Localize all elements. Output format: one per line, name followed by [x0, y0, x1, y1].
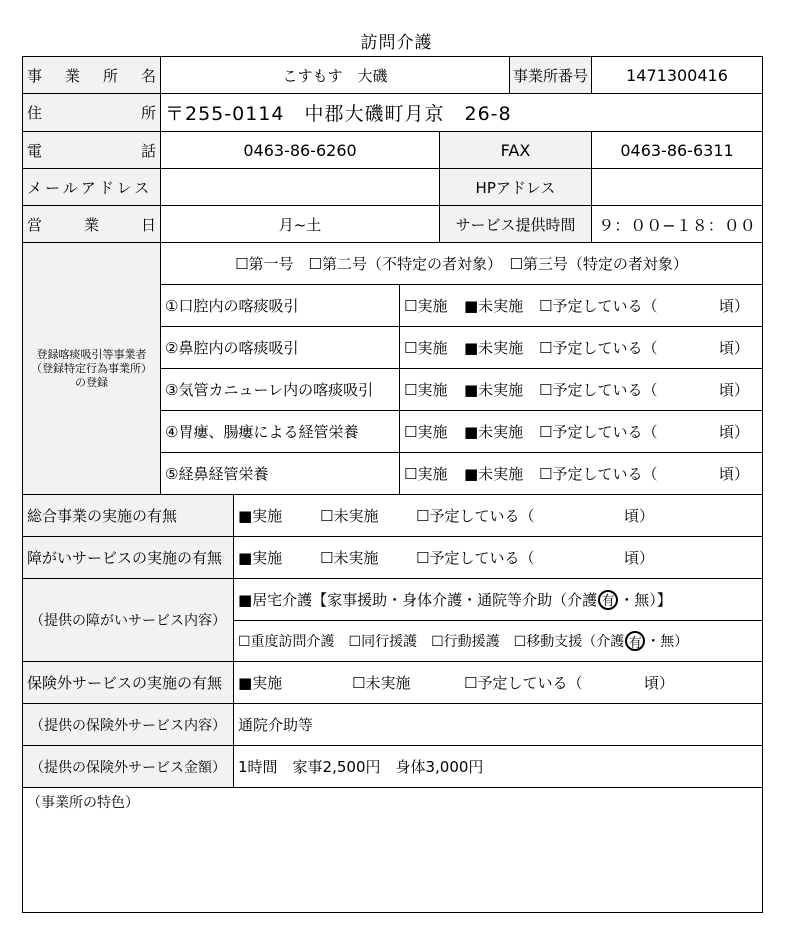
hours-value: ９：００−１８：００ — [592, 206, 762, 243]
circled-choice: 有 — [625, 631, 645, 651]
features-section — [23, 788, 762, 912]
page-title: 訪問介護 — [360, 33, 433, 53]
label-char: 業 — [64, 66, 80, 85]
uninsured-service-label: 保険外サービスの実施の有無 — [23, 662, 234, 704]
general-project-options — [234, 495, 762, 537]
option-done: ■実施 — [238, 507, 283, 525]
disability-content-label: （提供の障がいサービス内容） — [23, 579, 234, 662]
hp-label: HPアドレス — [440, 169, 592, 206]
disability-content-text: ☐重度訪問介護 ☐同行援護 ☐行動援護 ☐移動支援（介護 — [238, 634, 625, 650]
fax-label: FAX — [440, 132, 592, 169]
label-char: 所 — [102, 66, 118, 85]
option-time: 頃） — [719, 423, 750, 441]
suction-item-3-options — [400, 369, 762, 411]
option-done: ☐実施 — [404, 339, 448, 357]
option-not-done: ■未実施 — [464, 297, 524, 315]
option-time: 頃） — [719, 465, 750, 483]
option-planned: ☐予定している（ — [539, 423, 658, 441]
option-planned: ☐予定している（ — [539, 381, 658, 399]
label-char: 業 — [83, 215, 99, 234]
suction-item-4-name: ④胃瘻、腸瘻による経管栄養 — [161, 411, 400, 453]
disability-service-label: 障がいサービスの実施の有無 — [23, 537, 234, 579]
suction-item-2-options — [400, 327, 762, 369]
disability-content-text: ・無） — [646, 634, 689, 650]
office-name-value: こすもす 大磯 — [161, 57, 510, 94]
option-not-done: ☐未実施 — [352, 674, 411, 692]
option-done: ☐実施 — [404, 381, 448, 399]
option-done: ■実施 — [238, 674, 283, 692]
suction-item-5-options — [400, 453, 762, 495]
general-project-label: 総合事業の実施の有無 — [23, 495, 234, 537]
option-not-done: ☐未実施 — [320, 549, 379, 567]
business-days-label — [23, 206, 161, 243]
info-table — [22, 56, 763, 913]
suction-item-2-name: ②鼻腔内の喀痰吸引 — [161, 327, 400, 369]
label-char: 名 — [140, 66, 156, 85]
option-time: 頃） — [719, 339, 750, 357]
suction-categories: ☐第一号 ☐第二号（不特定の者対象） ☐第三号（特定の者対象） — [161, 243, 762, 285]
label-char: 日 — [140, 215, 156, 234]
option-done: ■実施 — [238, 549, 283, 567]
option-done: ☐実施 — [404, 423, 448, 441]
suction-label: 登録喀痰吸引等事業者（登録特定行為事業所）の登録 — [23, 243, 161, 495]
option-time: 頃） — [644, 674, 675, 692]
option-not-done: ■未実施 — [464, 381, 524, 399]
label-char: 事 — [27, 66, 43, 85]
option-not-done: ■未実施 — [464, 423, 524, 441]
phone-value: 0463-86-6260 — [161, 132, 440, 169]
label-char: 所 — [140, 104, 156, 122]
label-char: 電 — [27, 141, 43, 160]
option-done: ☐実施 — [404, 465, 448, 483]
business-days-value: 月~土 — [161, 206, 440, 243]
suction-item-1-options — [400, 285, 762, 327]
option-planned: ☐予定している（ — [539, 297, 658, 315]
circled-choice: 有 — [598, 590, 618, 610]
features-label: （事業所の特色） — [27, 795, 139, 811]
uninsured-content-label: （提供の保険外サービス内容） — [23, 704, 234, 746]
hours-label: サービス提供時間 — [440, 206, 592, 243]
option-not-done: ■未実施 — [464, 339, 524, 357]
option-planned: ☐予定している（ — [539, 339, 658, 357]
option-time: 頃） — [624, 549, 655, 567]
label-char: 営 — [27, 215, 43, 234]
label-char: 住 — [27, 104, 43, 122]
option-planned: ☐予定している（ — [416, 507, 535, 525]
address-value: 〒255-0114 中郡大磯町月京 26-8 — [161, 94, 762, 132]
option-planned: ☐予定している（ — [416, 549, 535, 567]
option-planned: ☐予定している（ — [464, 674, 583, 692]
uninsured-price-label: （提供の保険外サービス金額） — [23, 746, 234, 788]
option-time: 頃） — [719, 297, 750, 315]
option-time: 頃） — [624, 507, 655, 525]
option-not-done: ■未実施 — [464, 465, 524, 483]
uninsured-service-options — [234, 662, 762, 704]
uninsured-content-value: 通院介助等 — [234, 704, 762, 746]
fax-value: 0463-86-6311 — [592, 132, 762, 169]
option-time: 頃） — [719, 381, 750, 399]
suction-item-3-name: ③気管カニューレ内の喀痰吸引 — [161, 369, 400, 411]
disability-content-line-2 — [234, 621, 762, 662]
disability-content-text: ■居宅介護【家事援助・身体介護・通院等介助（介護 — [238, 591, 598, 609]
disability-content-text: ・無）】 — [619, 591, 672, 609]
uninsured-price-value: 1時間 家事2,500円 身体3,000円 — [234, 746, 762, 788]
address-label — [23, 94, 161, 132]
disability-service-options — [234, 537, 762, 579]
suction-item-4-options — [400, 411, 762, 453]
email-label: メールアドレス — [23, 169, 161, 206]
suction-item-1-name: ①口腔内の喀痰吸引 — [161, 285, 400, 327]
hp-value — [592, 169, 762, 206]
office-name-label — [23, 57, 161, 94]
phone-label — [23, 132, 161, 169]
option-done: ☐実施 — [404, 297, 448, 315]
option-not-done: ☐未実施 — [320, 507, 379, 525]
email-value — [161, 169, 440, 206]
office-number-label: 事業所番号 — [510, 57, 592, 94]
label-char: 話 — [140, 141, 156, 160]
suction-item-5-name: ⑤経鼻経管栄養 — [161, 453, 400, 495]
office-number-value: 1471300416 — [592, 57, 762, 94]
disability-content-line-1 — [234, 579, 762, 621]
option-planned: ☐予定している（ — [539, 465, 658, 483]
